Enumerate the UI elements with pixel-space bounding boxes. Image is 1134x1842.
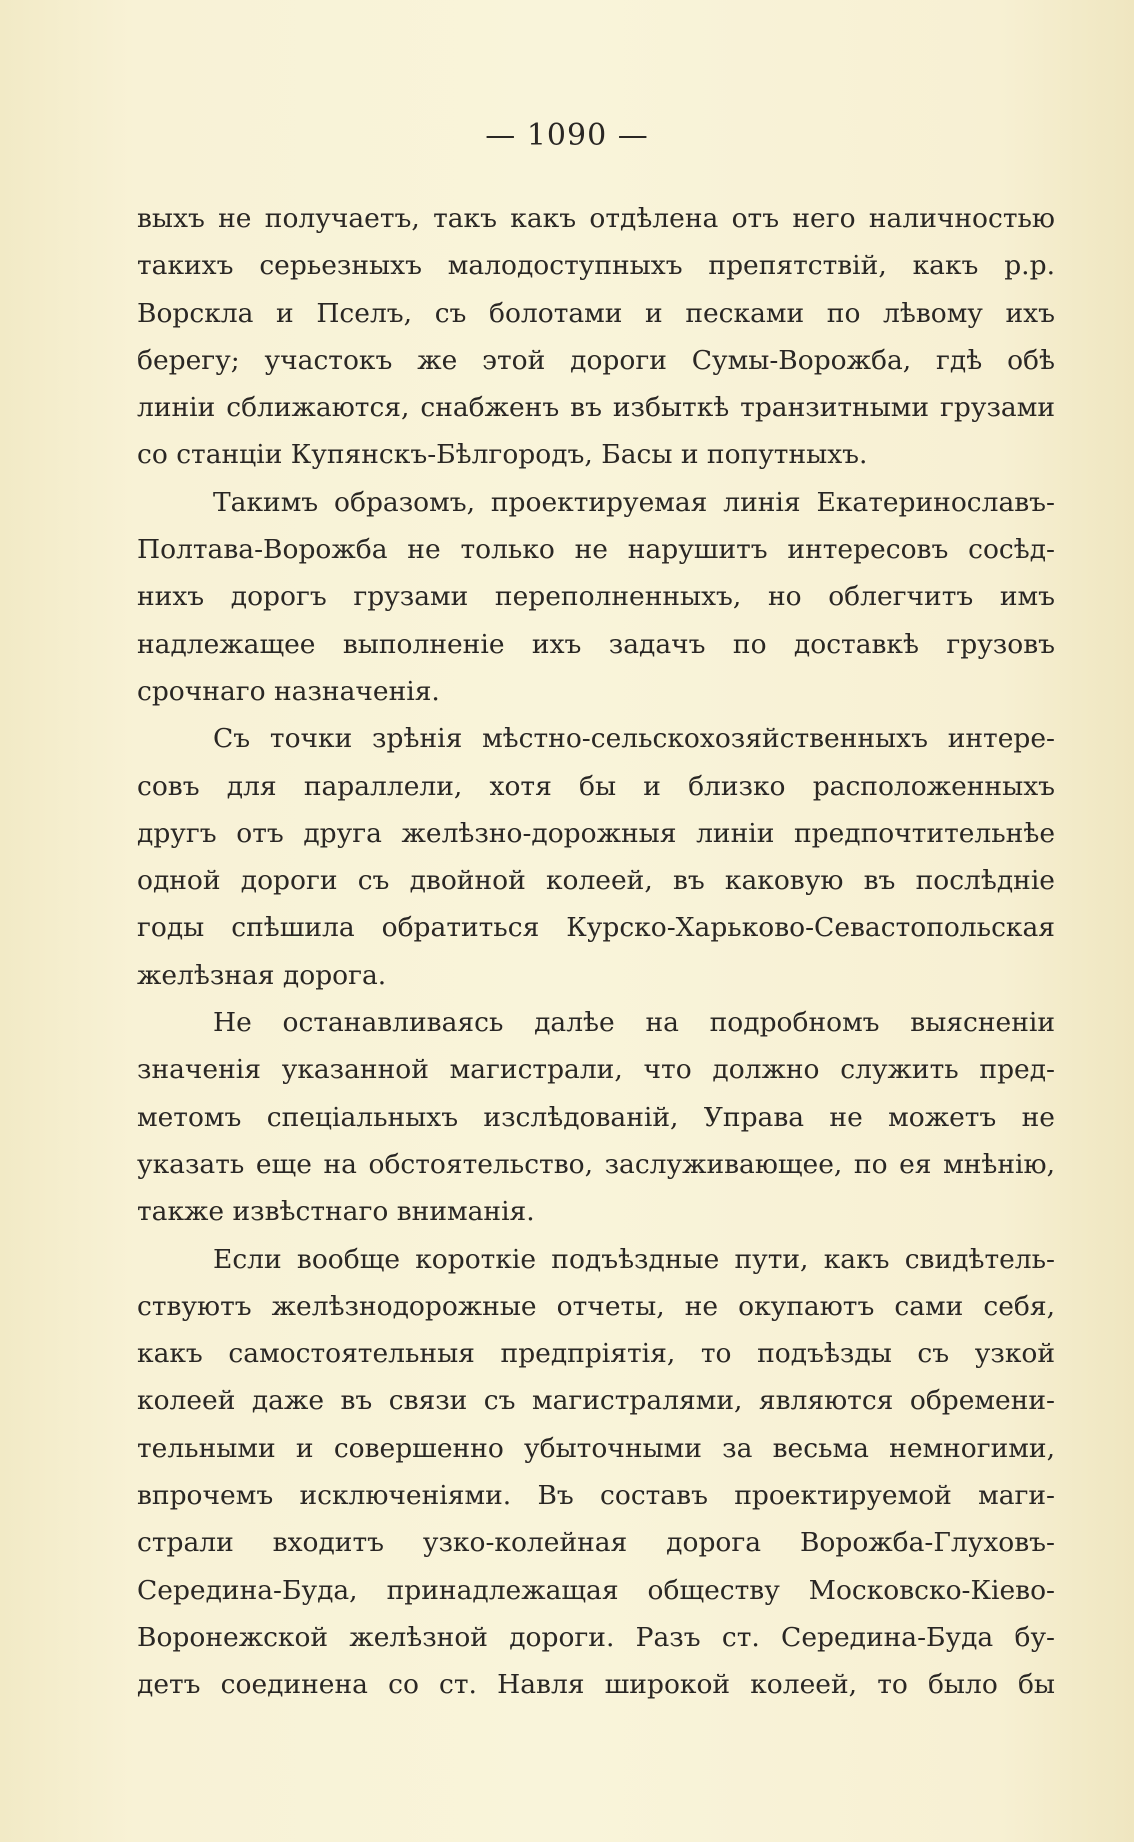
text-line: также извѣстнаго вниманія. xyxy=(137,1196,535,1228)
text-line: нихъ дорогъ грузами переполненныхъ, но облегчитъ имъ xyxy=(137,581,1055,613)
text-line: тельными и совершенно убыточными за весьма немногими, xyxy=(137,1432,1055,1464)
text-line: ствуютъ желѣзнодорожные отчеты, не окупаютъ сами себя, xyxy=(137,1290,1055,1322)
text-line: годы спѣшила обратиться Курско-Харьково-Севастопольская xyxy=(137,912,1055,944)
text-line: другъ отъ друга желѣзно-дорожныя линіи предпочтительнѣе xyxy=(137,817,1055,849)
page-number: — 1090 — xyxy=(485,118,649,153)
text-line: метомъ спеціальныхъ изслѣдованій, Управа не можетъ не xyxy=(137,1101,1055,1133)
text-line: одной дороги съ двойной колеей, въ каковую въ послѣдніе xyxy=(137,865,1055,897)
text-line: Полтава-Ворожба не только не нарушитъ интересовъ сосѣд- xyxy=(137,534,1055,566)
paragraph-start-line: Не останавливаясь далѣе на подробномъ выясненіи xyxy=(213,1007,1055,1039)
text-line: указать еще на обстоятельство, заслуживающее, по ея мнѣнію, xyxy=(137,1148,1055,1180)
text-line: колеей даже въ связи съ магистралями, являются обремени- xyxy=(137,1385,1055,1417)
text-line: берегу; участокъ же этой дороги Сумы-Ворожба, гдѣ обѣ xyxy=(137,344,1055,376)
text-line: страли входитъ узко-колейная дорога Ворожба-Глуховъ- xyxy=(137,1527,1055,1559)
paragraph-start-line: Такимъ образомъ, проектируемая линія Екатеринославъ- xyxy=(213,486,1055,518)
paragraph-start-line: Съ точки зрѣнія мѣстно-сельскохозяйственныхъ интере- xyxy=(213,723,1055,755)
text-line: совъ для параллели, хотя бы и близко расположенныхъ xyxy=(137,770,1055,802)
text-line: значенія указанной магистрали, что должно служить пред- xyxy=(137,1054,1055,1086)
text-line: Середина-Буда, принадлежащая обществу Московско-Кіево- xyxy=(137,1574,1055,1606)
text-line: со станціи Купянскъ-Бѣлгородъ, Басы и попутныхъ. xyxy=(137,439,868,471)
text-line: срочнаго назначенія. xyxy=(137,675,440,707)
text-line: Ворскла и Пселъ, съ болотами и песками по лѣвому ихъ xyxy=(137,297,1055,329)
text-line: впрочемъ исключеніями. Въ составъ проектируемой маги- xyxy=(137,1480,1055,1512)
text-line: такихъ серьезныхъ малодоступныхъ препятствій, какъ р.р. xyxy=(137,250,1055,282)
text-line: детъ соединена со ст. Навля широкой колеей, то было бы xyxy=(137,1669,1055,1701)
text-line: линіи сближаются, снабженъ въ избыткѣ транзитными грузами xyxy=(137,392,1055,424)
paragraph-start-line: Если вообще короткіе подъѣздные пути, какъ свидѣтель- xyxy=(213,1243,1055,1275)
text-line: желѣзная дорога. xyxy=(137,959,387,991)
text-line: Воронежской желѣзной дороги. Разъ ст. Середина-Буда бу- xyxy=(137,1621,1055,1653)
text-line: какъ самостоятельныя предпріятія, то подъѣзды съ узкой xyxy=(137,1338,1055,1370)
text-line: надлежащее выполненіе ихъ задачъ по доставкѣ грузовъ xyxy=(137,628,1055,660)
body-text xyxy=(137,195,1055,1709)
text-line: выхъ не получаетъ, такъ какъ отдѣлена отъ него наличностью xyxy=(137,203,1055,234)
